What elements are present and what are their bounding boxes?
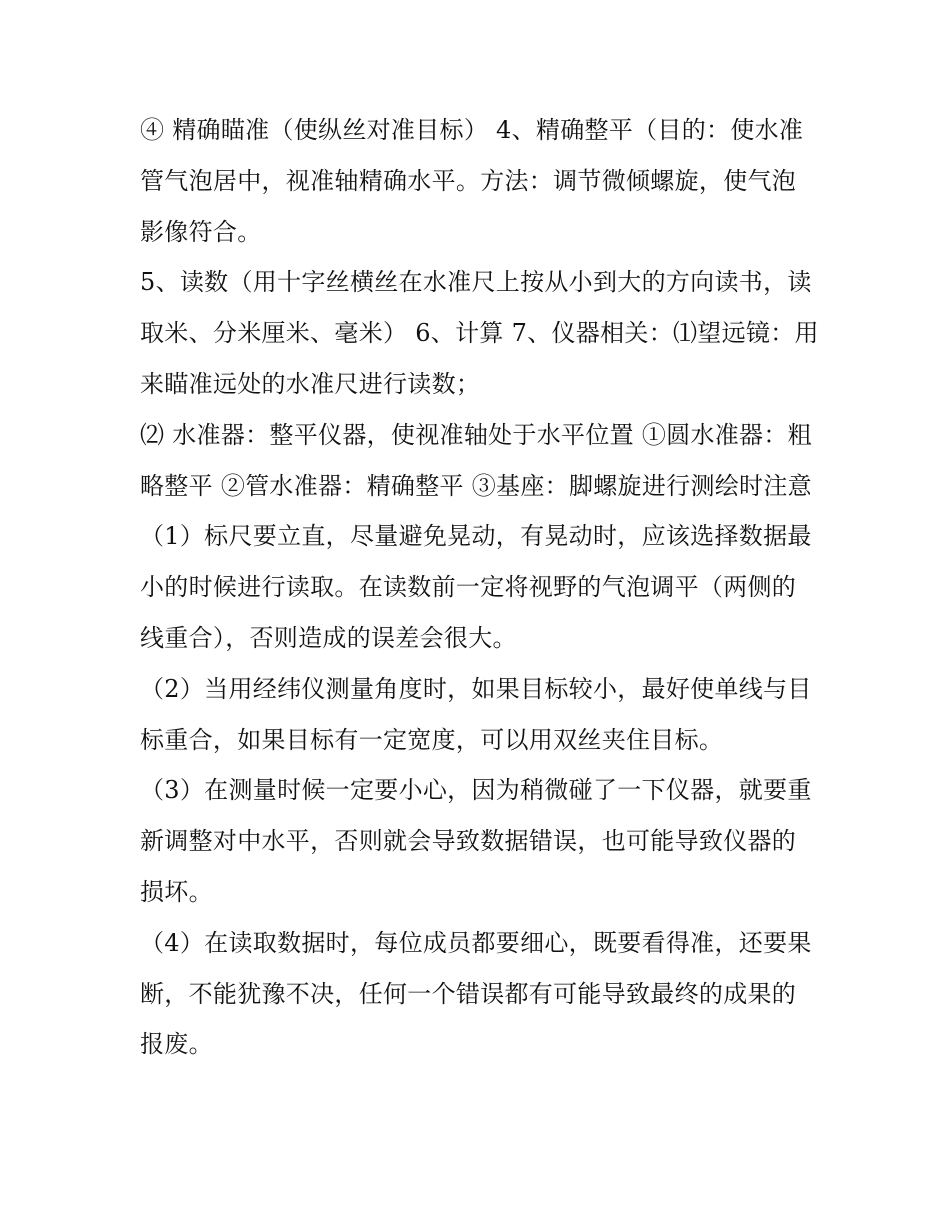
paragraph-1: ④ 精确瞄准（使纵丝对准目标） 4、精确整平（目的：使水准管气泡居中，视准轴精确水平。方法：调节微倾螺旋，使气泡影像符合。 [140,116,804,246]
paragraph-2: 5、读数（用十字丝横丝在水准尺上按从小到大的方向读书，读取米、分米厘米、毫米） 6、计算 7、仪器相关：⑴望远镜：用来瞄准远处的水准尺进行读数； [140,268,819,398]
paragraph-6: （3）在测量时候一定要小心，因为稍微碰了一下仪器，就要重新调整对中水平，否则就会导致数据错误，也可能导致仪器的损坏。 [140,776,812,906]
paragraph-3: ⑵ 水准器：整平仪器，使视准轴处于水平位置 ①圆水准器：粗略整平 ②管水准器：精确整平 ③基座：脚螺旋进行测绘时注意 [140,420,812,500]
paragraph-7: （4）在读取数据时，每位成员都要细心，既要看得准，还要果断，不能犹豫不决，任何一个错误都有可能导致最终的成果的报废。 [140,928,812,1059]
document-page [140,105,820,1070]
paragraph-5: （2）当用经纬仪测量角度时，如果目标较小，最好使单线与目标重合，如果目标有一定宽度，可以用双丝夹住目标。 [140,674,812,754]
paragraph-4: （1）标尺要立直，尽量避免晃动，有晃动时，应该选择数据最小的时候进行读取。在读数前一定将视野的气泡调平（两侧的线重合），否则造成的误差会很大。 [140,522,812,652]
